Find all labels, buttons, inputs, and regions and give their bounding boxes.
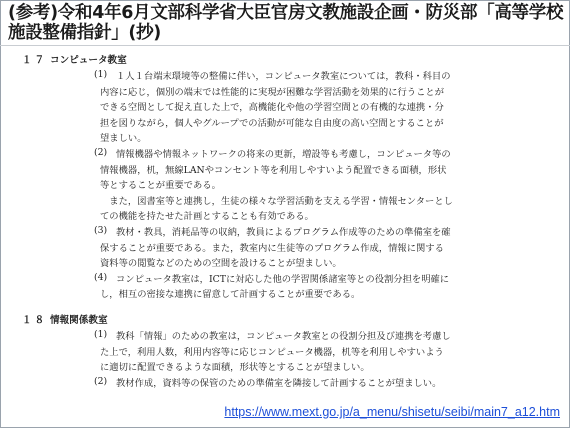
item-text-line: に適切に配置できるような面積，形状等とすることが望ましい。 (100, 362, 370, 374)
section-spacer (20, 303, 530, 313)
list-item (20, 376, 530, 392)
list-item (20, 225, 530, 272)
section-list (20, 53, 530, 391)
list-item (20, 147, 530, 225)
list-item (20, 69, 530, 147)
item-text-line: し，相互の密接な連携に留意して計画することが重要である。 (100, 289, 361, 301)
item-text-line: 教科「情報」のための教室は，コンピュータ教室との役割分担及び連携を考慮し (116, 330, 451, 342)
item-marker: (4) (94, 271, 108, 283)
item-text-line: 望ましい。 (100, 133, 147, 145)
item-text-line: 保することが重要である。また，教室内に生徒等のプログラム作成，情報に関する (100, 242, 444, 254)
section-heading (22, 53, 530, 69)
section-number: １７ (22, 55, 48, 66)
item-marker: (3) (94, 224, 108, 236)
item-text-line: また，図書室等と連携し，生徒の様々な学習活動を支える学習・情報センターとし (100, 195, 453, 207)
item-marker: (2) (94, 375, 108, 387)
slide-title: (参考)令和4年6月文部科学省大臣官房文教施設企画・防災部「高等学校施設整備指針」(抄) (8, 3, 564, 43)
item-text-line: できる空間として捉え直した上で，高機能化や他の学習空間との有機的な連携・分 (100, 102, 444, 114)
item-text-line: ての機能を持たせた計画とすることも有効である。 (100, 211, 314, 223)
item-text-line: 等とすることが重要である。 (100, 180, 221, 192)
item-text-line: 教材・教具，消耗品等の収納，教員によるプログラム作成等のための準備室を確 (116, 226, 451, 238)
item-text-line: コンピュータ教室は，ICTに対応した他の学習関係諸室等との役割分担を明確に (116, 273, 450, 285)
list-item (20, 272, 530, 303)
list-item (20, 329, 530, 376)
item-text-line: 教材作成，資料等の保管のための準備室を隣接して計画することが望ましい。 (116, 377, 442, 389)
source-link[interactable]: https://www.mext.go.jp/a_menu/shisetu/seibi/main7_a12.htm (224, 405, 560, 419)
title-divider (0, 45, 570, 46)
section-heading-text: 情報関係教室 (50, 314, 108, 326)
document-excerpt (20, 53, 530, 391)
section-heading-text: コンピュータ教室 (50, 55, 127, 66)
item-marker: (1) (94, 328, 108, 340)
section-heading (22, 313, 530, 329)
item-text-line: 情報機器，机，無線LANやコンセント等を利用しやすいよう配置できる面積，形状 (100, 164, 447, 176)
item-text-line: 内容に応じ，個別の端末では性能的に実現が困難な学習活動を効果的に行うことが (100, 86, 444, 98)
item-marker: (2) (94, 146, 108, 158)
section-number: １８ (22, 314, 48, 326)
item-text-line: 担を図りながら，個人やグループでの活動が可能な自由度の高い空間とすることが (100, 117, 444, 129)
item-text-line: た上で，利用人数，利用内容等に応じコンピュータ機器，机等を利用しやすいよう (100, 346, 444, 358)
item-text-line: 資料等の閲覧などのための空間を設けることが望ましい。 (100, 258, 342, 270)
item-text-line: １人１台端末環境等の整備に伴い，コンピュータ教室については，教科・科目の (116, 71, 451, 82)
item-text-line: 情報機器や情報ネットワークの将来の更新，増設等も考慮し，コンピュータ等の (116, 148, 451, 160)
item-marker: (1) (94, 69, 108, 80)
